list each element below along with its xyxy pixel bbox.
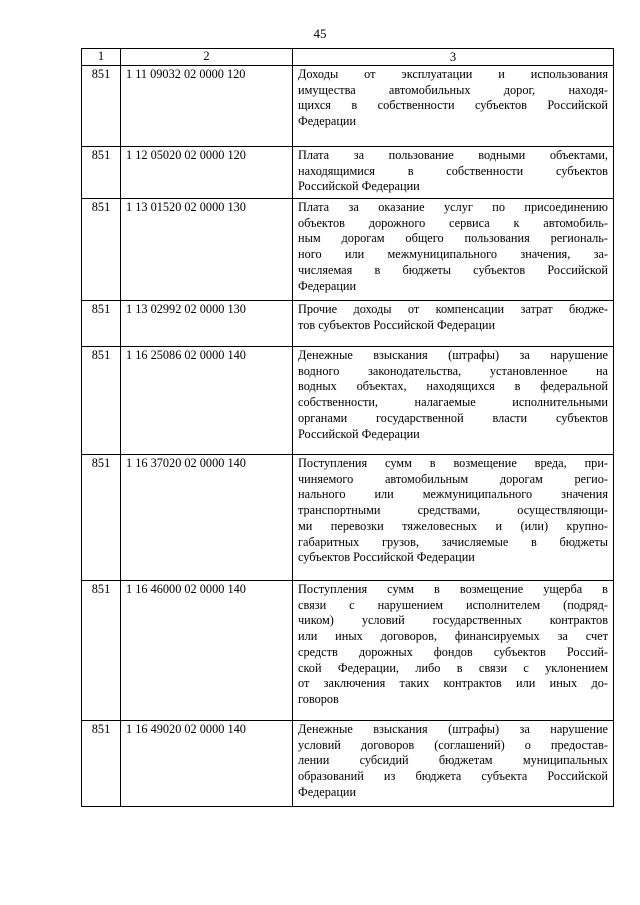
description-line: водного законодательства, установленное на [298,363,608,378]
table-row [82,455,614,581]
description-line: чиняемого автомобильным дорогам регио- [298,471,608,486]
header-col-1: 1 [82,49,121,66]
revenue-description-cell [293,347,614,455]
description-line: находящимися в собственности субъектов [298,163,608,178]
table-row [82,199,614,301]
description-line: ным дорогам общего пользования региональ- [298,231,608,246]
table-header-row [82,49,614,66]
budget-code-cell [121,66,293,147]
description-line: Прочие доходы от компенсации затрат бюдже- [298,302,608,316]
description-line: говоров [298,691,339,706]
budget-classification-code: 1 13 01520 02 0000 130 [126,200,246,214]
admin-code: 851 [91,456,111,470]
description-line: ской Федерации, либо в связи с уклонением [298,660,608,675]
admin-code: 851 [91,200,111,214]
revenue-codes-table [81,48,614,807]
description-line: или иных договоров, финансируемых за счет [298,629,608,644]
description-line: имущества автомобильных дорог, находя- [298,82,608,97]
admin-code: 851 [91,582,111,596]
description-line: водных объектах, находящихся в федеральной [298,379,608,394]
description-line: от заключения таких контрактов или иных до- [298,676,608,691]
budget-code-cell [121,721,293,807]
description-line: Денежные взыскания (штрафы) за нарушение [298,722,608,736]
description-line: транспортными средствами, осуществляющи- [298,503,608,518]
admin-code: 851 [91,148,111,162]
admin-code: 851 [91,348,111,362]
description-line: нального или межмуниципального значения [298,487,608,502]
header-col-2: 2 [121,49,293,66]
description-line: ми перевозки тяжеловесных и (или) крупно- [298,518,608,533]
table-row [82,347,614,455]
header-col-3: 3 [293,49,614,66]
description-line: Российской Федерации [298,179,420,194]
description-line: образований из бюджета субъекта Российской [298,769,608,784]
description-line: Поступления сумм в возмещение вреда, при- [298,456,608,470]
budget-code-cell [121,347,293,455]
description-line: собственности, налагаемые исполнительными [298,395,608,410]
description-line: Российской Федерации [298,426,420,441]
description-line: ного или межмуниципального значения, за- [298,247,608,262]
admin-code: 851 [91,302,111,316]
admin-code-cell [82,581,121,721]
description-line: Денежные взыскания (штрафы) за нарушение [298,348,608,362]
admin-code-cell [82,199,121,301]
admin-code-cell [82,301,121,347]
description-line: субъектов Российской Федерации [298,550,475,565]
admin-code-cell [82,721,121,807]
budget-code-cell [121,147,293,199]
budget-classification-code: 1 13 02992 02 0000 130 [126,302,246,316]
admin-code-cell [82,455,121,581]
description-line: объектов дорожного сервиса к автомобиль- [298,215,608,230]
budget-classification-code: 1 16 46000 02 0000 140 [126,582,246,596]
description-line: связи с нарушением исполнителем (подряд- [298,597,608,612]
revenue-description-cell [293,455,614,581]
description-line: Федерации [298,278,357,293]
table-row [82,147,614,199]
budget-code-cell [121,581,293,721]
admin-code-cell [82,147,121,199]
budget-classification-code: 1 12 05020 02 0000 120 [126,148,246,162]
description-line: тов субъектов Российской Федерации [298,317,496,332]
revenue-description-cell [293,721,614,807]
description-line: Плата за оказание услуг по присоединению [298,200,608,214]
admin-code: 851 [91,67,111,81]
revenue-description-cell [293,199,614,301]
revenue-description-cell [293,581,614,721]
admin-code-cell [82,66,121,147]
table-row [82,581,614,721]
description-line: чиком) условий государственных контрактов [298,613,608,628]
description-line: числяемая в бюджеты субъектов Российской [298,262,608,277]
revenue-description-cell [293,66,614,147]
description-line: Федерации [298,114,357,129]
admin-code: 851 [91,722,111,736]
table-row [82,301,614,347]
table-body [82,49,614,807]
description-line: Плата за пользование водными объектами, [298,148,608,162]
description-line: Поступления сумм в возмещение ущерба в [298,582,608,596]
budget-code-cell [121,455,293,581]
description-line: условий договоров (соглашений) о предостав- [298,737,608,752]
description-line: лении субсидий бюджетам муниципальных [298,753,608,768]
admin-code-cell [82,347,121,455]
description-line: средств дорожных фондов субъектов Россий- [298,644,608,659]
description-line: органами государственной власти субъектов [298,410,608,425]
description-line: щихся в собственности субъектов Российской [298,98,608,113]
budget-classification-code: 1 16 25086 02 0000 140 [126,348,246,362]
description-line: габаритных грузов, зачисляемые в бюджеты [298,534,608,549]
budget-classification-code: 1 16 49020 02 0000 140 [126,722,246,736]
page-number: 45 [313,26,327,41]
budget-code-cell [121,301,293,347]
description-line: Федерации [298,784,357,799]
budget-classification-code: 1 16 37020 02 0000 140 [126,456,246,470]
table-row [82,721,614,807]
budget-classification-code: 1 11 09032 02 0000 120 [126,67,246,81]
table-row [82,66,614,147]
revenue-description-cell [293,147,614,199]
description-line: Доходы от эксплуатации и использования [298,67,608,81]
budget-code-cell [121,199,293,301]
revenue-description-cell [293,301,614,347]
